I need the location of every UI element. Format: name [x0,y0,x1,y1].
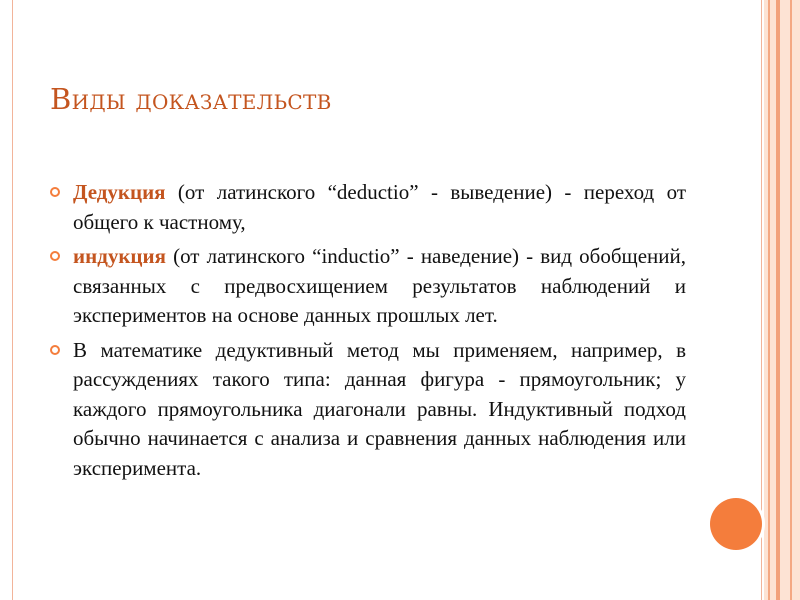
decorative-line [776,0,780,600]
list-item-deduction [50,178,686,237]
slide-title: Виды доказательств [50,82,332,116]
decorative-line [768,0,770,600]
term-deduction: Дедукция [73,180,166,204]
definition-induction: (от латинского “inductio” - наведение) - вид обобщений, связанных с предвосхищением результатов наблюдений и экспериментов на основе данных прошлых лет. [73,244,686,327]
bullet-list [50,178,686,488]
math-example-text: В математике дедуктивный метод мы применяем, например, в рассуждениях такого типа: данная фигура - прямоугольник; у каждого прямоугольника диагонали равны. Индуктивный подход обычно начинается с анализа и сравнения данных наблюдения или эксперимента. [73,337,686,480]
decorative-line [790,0,792,600]
decorative-circle-icon [710,498,762,550]
definition-deduction: (от латинского “deductio” - выведение) - переход от общего к частному, [73,180,686,234]
list-item-induction [50,242,686,331]
bullet-icon [50,251,60,261]
list-item-math-example [50,336,686,484]
term-induction: индукция [73,244,166,268]
bullet-icon [50,345,60,355]
bullet-icon [50,187,60,197]
